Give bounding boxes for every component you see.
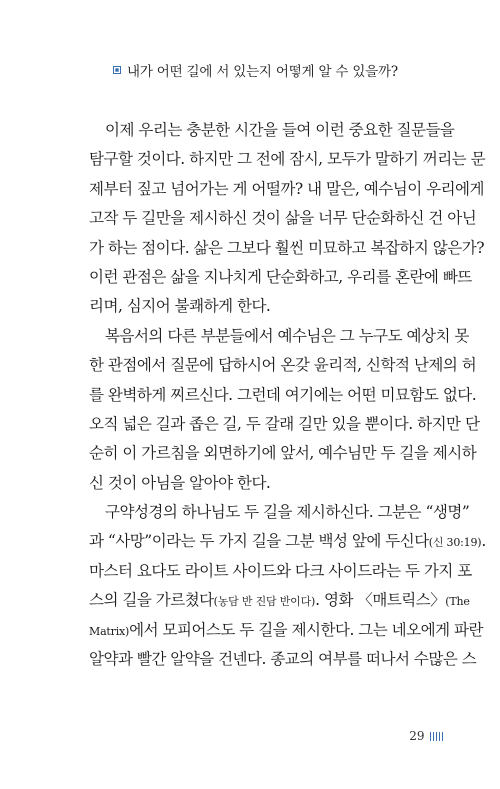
text-line: 오직 넓은 길과 좁은 길, 두 갈래 길만 있을 뿐이다. 하지만 단 (89, 414, 480, 433)
square-bullet-icon (113, 66, 121, 74)
text-line: 이제 우리는 충분한 시간을 들여 이런 중요한 질문들을 (105, 121, 455, 139)
text-line: 한 관점에서 질문에 답하시어 온갖 윤리적, 신학적 난제의 허 (89, 356, 477, 375)
text-line: 리며, 심지어 불쾌하게 한다. (89, 297, 271, 316)
english-title: Matrix) (89, 624, 130, 638)
text-line (89, 586, 470, 615)
text-line: 신 것이 아님을 알아야 한다. (89, 473, 271, 492)
page-number: 29 (409, 729, 425, 743)
page-bars-icon (430, 732, 444, 741)
section-heading-text: 내가 어떤 길에 서 있는지 어떻게 알 수 있을까? (127, 64, 398, 80)
text-run: 과 “사망”이라는 두 가지 길을 그분 백성 앞에 두신다 (89, 532, 429, 551)
page-footer (409, 727, 443, 745)
section-heading (113, 58, 433, 82)
text-line (89, 557, 472, 586)
text-run: 에서 모피어스도 두 길을 제시한다. 그는 네오에게 파란 (129, 620, 483, 639)
paragraph-1 (89, 116, 486, 322)
text-line (89, 527, 486, 556)
text-line (89, 645, 477, 674)
text-line: 순히 이 가르침을 외면하기에 앞서, 예수님만 두 길을 제시하 (89, 444, 477, 463)
text-line (89, 616, 483, 645)
text-run: 구약성경의 하나님도 두 길을 제시하신다. 그분은 “생명” (105, 503, 470, 522)
text-run: . (481, 532, 486, 551)
text-line (89, 498, 470, 527)
text-line: 를 완벽하게 찌르신다. 그런데 여기에는 어떤 미묘함도 없다. (89, 385, 477, 404)
text-run: 스의 길을 가르쳤다 (89, 591, 214, 610)
text-line: 제부터 짚고 넘어가는 게 어떨까? 내 말은, 예수님이 우리에게 (89, 179, 485, 198)
text-line: 탐구할 것이다. 하지만 그 전에 잠시, 모두가 말하기 꺼리는 문 (89, 150, 486, 169)
text-line: 고작 두 길만을 제시하신 것이 삶을 너무 단순화하신 건 아닌 (89, 209, 477, 228)
text-run: . 영화 〈매트릭스〉 (315, 591, 446, 610)
text-line: 복음서의 다른 부분들에서 예수님은 그 누구도 예상치 못 (105, 326, 469, 345)
scripture-reference: (신 30:19) (428, 536, 482, 550)
body-text (89, 116, 486, 674)
text-run: 마스터 요다도 라이트 사이드와 다크 사이드라는 두 가지 포 (89, 561, 472, 580)
english-title: (The (445, 595, 470, 609)
paragraph-2 (89, 322, 480, 498)
paragraph-3 (89, 498, 486, 674)
aside-note: (농담 반 진담 반이다) (213, 595, 316, 609)
text-line: 가 하는 점이다. 삶은 그보다 훨씬 미묘하고 복잡하지 않은가? (89, 238, 485, 257)
text-line: 이런 관점은 삶을 지나치게 단순화하고, 우리를 혼란에 빠뜨 (89, 267, 472, 286)
text-run: 알약과 빨간 알약을 건넨다. 종교의 여부를 떠나서 수많은 스 (89, 650, 477, 669)
